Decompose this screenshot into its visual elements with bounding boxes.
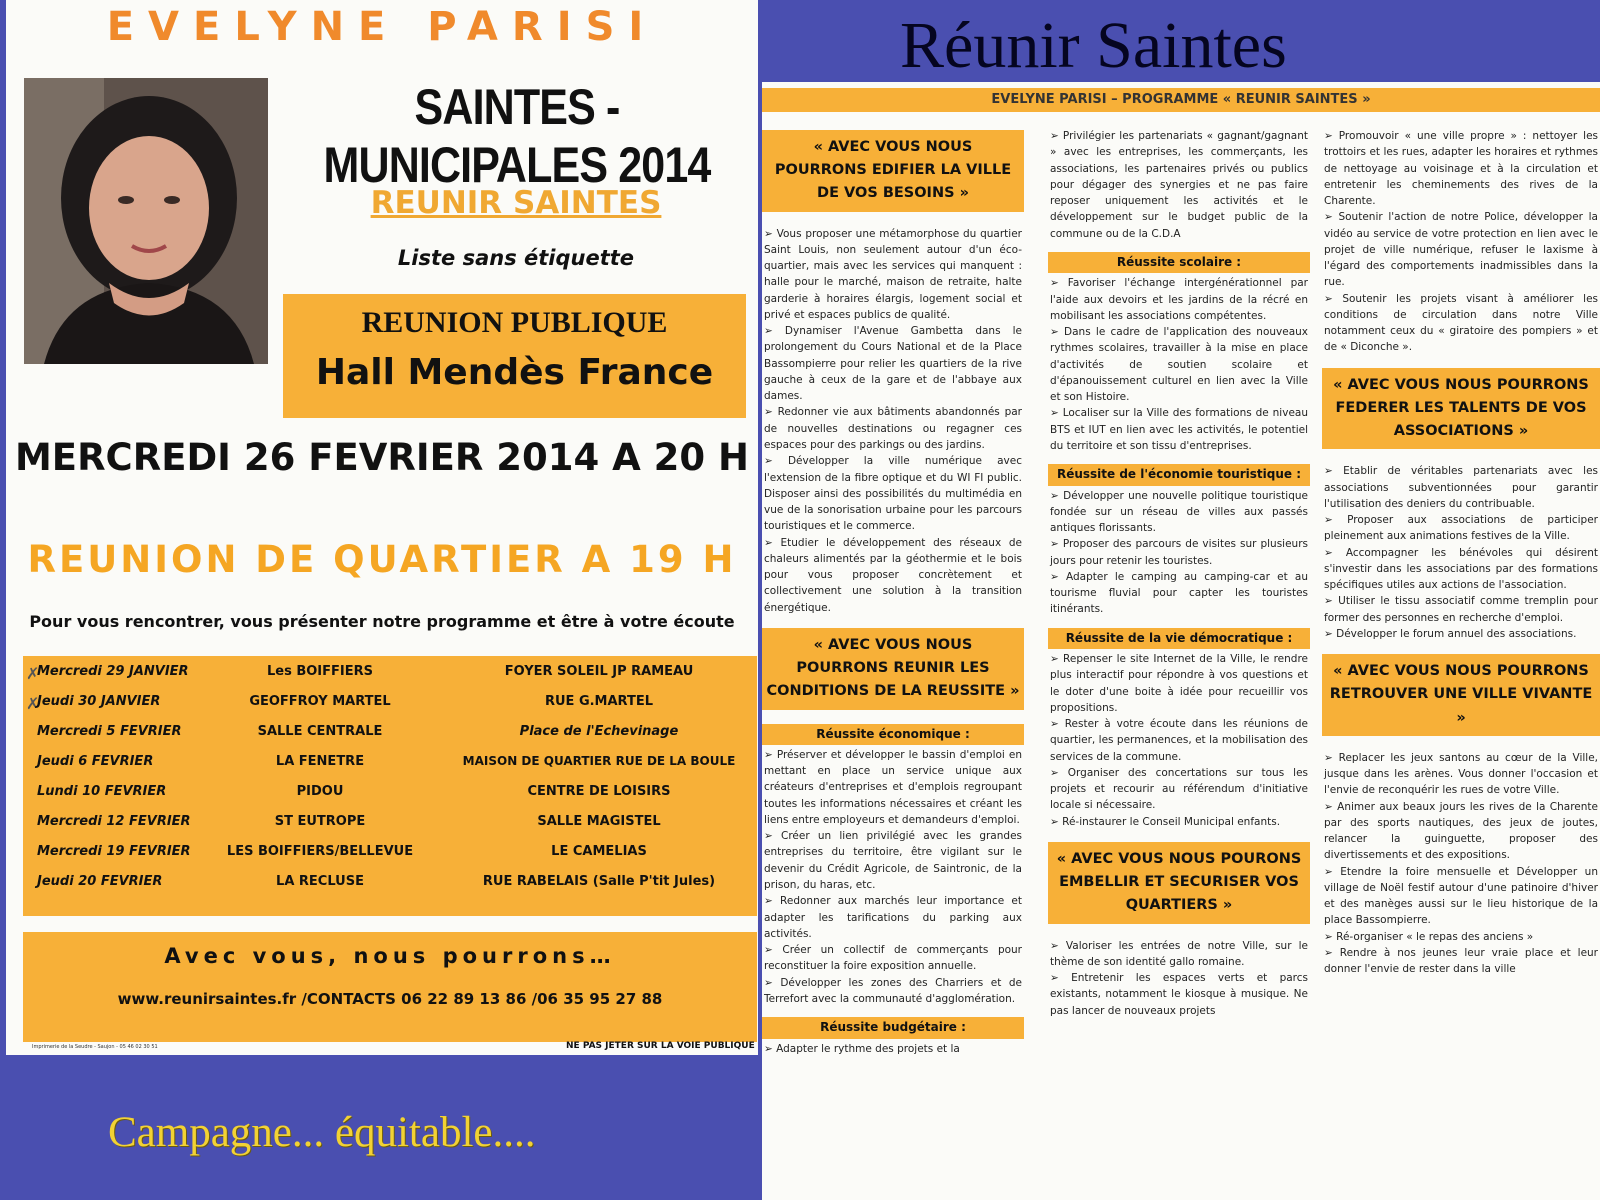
list-item: ➢ Vous proposer une métamorphose du quartier Saint Louis, non seulement autour d'un éco-quartier, mais avec les services qui manquent : halle pour le marché, maison de retraite, halte garderie à horaires élargis, logement social et privé et espaces publics de qualité.: [764, 226, 1022, 324]
list-item: ➢ Développer la ville numérique avec l'extension de la fibre optique et du WI FI public. Disposer ainsi des possibilités du multimédia en vue de la sonorisation urbaine pour les parcours touristiques et le commerce.: [764, 453, 1022, 534]
section-box: « AVEC VOUS NOUS POURRONS EDIFIER LA VILLE DE VOS BESOINS »: [762, 130, 1024, 212]
program-column-2: [1048, 118, 1310, 1019]
meeting-quarter-cell: LA FENETRE: [275, 754, 365, 769]
meeting-quarter-cell: GEOFFROY MARTEL: [249, 694, 391, 709]
list-item: ➢ Développer une nouvelle politique touristique fondée sur un réseau de villes aux passés antiques florissants.: [1050, 488, 1308, 537]
printer-credit: Imprimerie de la Seudre - Saujon - 05 46 02 30 51: [32, 1044, 158, 1050]
meeting-place-cell: CENTRE DE LOISIRS: [527, 784, 671, 799]
table-row: [23, 806, 757, 836]
list-item: ➢ Promouvoir « une ville propre » : nettoyer les trottoirs et les rues, adapter les horaires et rythmes de nettoyage au voisinage et à la circulation et entretenir les cheminements des rives de la Charente.: [1324, 128, 1598, 209]
section-box: « AVEC VOUS NOUS POURRONS FEDERER LES TALENTS DE VOS ASSOCIATIONS »: [1322, 368, 1600, 450]
list-item: ➢ Créer un collectif de commerçants pour reconstituer la foire exposition annuelle.: [764, 942, 1022, 975]
list-item: ➢ Organiser des concertations sur tous les projets et recourir au référendum d'initiative locale si nécessaire.: [1050, 765, 1308, 814]
cross-mark-icon: ✗: [26, 664, 40, 683]
meeting-place-cell: MAISON DE QUARTIER RUE DE LA BOULE: [462, 754, 736, 768]
meeting-place-cell: FOYER SOLEIL JP RAMEAU: [504, 664, 694, 679]
campaign-poster: [6, 0, 758, 1055]
table-row: [23, 686, 757, 716]
meeting-quarter-cell: ST EUTROPE: [274, 814, 366, 829]
meeting-place-cell: Place de l'Echevinage: [519, 724, 679, 739]
list-item: ➢ Dynamiser l'Avenue Gambetta dans le prolongement du Cours National et de la Place Bassompierre pour relier les quartiers de la rive gauche à ceux de la gare et de l'abbaye aux dames.: [764, 323, 1022, 404]
list-item: ➢ Etudier le développement des réseaux de chaleurs alimentés par la géothermie et le bois pour vous proposer concrètement et collectivement une solution à la transition énergétique.: [764, 535, 1022, 616]
meeting-place-cell: RUE RABELAIS (Salle P'tit Jules): [482, 874, 716, 889]
meeting-quarter-cell: LES BOIFFIERS/BELLEVUE: [226, 844, 414, 859]
section-box: « AVEC VOUS NOUS POURONS EMBELLIR ET SECURISER VOS QUARTIERS »: [1048, 842, 1310, 924]
page-title: Réunir Saintes: [900, 9, 1287, 82]
list-item: ➢ Dans le cadre de l'application des nouveaux rythmes scolaires, travailler à la mise en place d'activités de soutien scolaire et d'épanouissement culturel en lien avec la Ville et son Histoire.: [1050, 324, 1308, 405]
list-item: ➢ Préserver et développer le bassin d'emploi en mettant en place un service unique aux créateurs d'entreprises et d'emplois regroupant toutes les informations nécessaires et créant les liens entre employeurs et demandeurs d'emploi.: [764, 747, 1022, 828]
program-sheet: [762, 82, 1600, 1200]
list-item: ➢ Ré-instaurer le Conseil Municipal enfants.: [1050, 814, 1308, 830]
table-row: [23, 866, 757, 896]
list-item: ➢ Développer le forum annuel des associations.: [1324, 626, 1598, 642]
list-item: ➢ Etablir de véritables partenariats avec les associations subventionnées pour garantir l'utilisation des deniers du contribuable.: [1324, 463, 1598, 512]
meeting-date-cell: Mercredi 29 JANVIER: [37, 664, 189, 679]
list-item: ➢ Favoriser l'échange intergénérationnel par l'aide aux devoirs et les jardins de la récré en mobilisant les associations compétentes.: [1050, 275, 1308, 324]
list-item: ➢ Privilégier les partenariats « gagnant/gagnant » avec les entreprises, les commerçants, les associations, les partenaires privés ou publics pour dégager des synergies et ne pas faire reposer uniquement les activités et le développement sur le budget public de la commune ou de la C.D.A: [1050, 128, 1308, 242]
list-item: ➢ Rester à votre écoute dans les réunions de quartier, les permanences, et la mobilisation des services de la commune.: [1050, 716, 1308, 765]
program-header: EVELYNE PARISI – PROGRAMME « REUNIR SAINTES »: [762, 88, 1600, 112]
poster-intro: Pour vous rencontrer, vous présenter notre programme et être à votre écoute: [29, 612, 735, 631]
list-item: ➢ Adapter le rythme des projets et la: [764, 1041, 1022, 1057]
list-item: ➢ Proposer aux associations de participer pleinement aux animations festives de la Ville.: [1324, 512, 1598, 545]
list-item: ➢ Redonner aux marchés leur importance et adapter les tarifications du parking aux activités.: [764, 893, 1022, 942]
meeting-date: MERCREDI 26 FEVRIER 2014 A 20 H: [14, 436, 750, 479]
program-column-3: [1322, 118, 1600, 977]
list-item: ➢ Soutenir les projets visant à améliorer les conditions de circulation dans notre Ville notamment ceux du « giratoire des pompiers » et de « Diconche ».: [1324, 291, 1598, 356]
list-item: ➢ Etendre la foire mensuelle et Développer un village de Noël festif autour d'une patinoire d'hiver et des manèges aussi sur le lieu historique de la place Bassompierre.: [1324, 864, 1598, 929]
meeting-place: Hall Mendès France: [315, 352, 714, 393]
meeting-place-cell: SALLE MAGISTEL: [537, 814, 661, 829]
list-item: ➢ Créer un lien privilégié avec les grandes entreprises du territoire, être vigilant sur le devenir du Crédit Agricole, de Saintronic, de la prison, du haras, etc.: [764, 828, 1022, 893]
meeting-quarter-cell: SALLE CENTRALE: [257, 724, 383, 739]
meetings-table: [23, 656, 757, 916]
subsection-heading: Réussite budgétaire :: [762, 1017, 1024, 1038]
list-item: ➢ Valoriser les entrées de notre Ville, sur le thème de son identité gallo romaine.: [1050, 938, 1308, 971]
table-row: [23, 716, 757, 746]
meeting-place-cell: LE CAMELIAS: [551, 844, 647, 859]
section-box: « AVEC VOUS NOUS POURRONS REUNIR LES CONDITIONS DE LA REUSSITE »: [762, 628, 1024, 710]
section-box: « AVEC VOUS NOUS POURRONS RETROUVER UNE VILLE VIVANTE »: [1322, 654, 1600, 736]
subsection-heading: Réussite économique :: [762, 724, 1024, 745]
candidate-photo: [24, 78, 268, 364]
meeting-quarter-cell: LA RECLUSE: [276, 874, 364, 889]
list-item: ➢ Soutenir l'action de notre Police, développer la vidéo au service de votre protection en lien avec le projet de ville numérique, refuser le laxisme à l'égard des comportements inadmissibles dans la rue.: [1324, 209, 1598, 290]
list-item: ➢ Utiliser le tissu associatif comme tremplin pour former des personnes en recherche d'emploi.: [1324, 593, 1598, 626]
quartier-heading: REUNION DE QUARTIER A 19 H: [27, 538, 737, 581]
meeting-date-cell: Jeudi 30 JANVIER: [37, 694, 161, 709]
poster-footer: [23, 932, 757, 1042]
list-item: ➢ Rendre à nos jeunes leur vraie place et leur donner l'envie de rester dans la ville: [1324, 945, 1598, 978]
list-item: ➢ Localiser sur la Ville des formations de niveau BTS et IUT en lien avec les activités, le potentiel du territoire et son tissu d'entreprises.: [1050, 405, 1308, 454]
subsection-heading: Réussite de l'économie touristique :: [1048, 464, 1310, 485]
meeting-date-cell: Mercredi 5 FEVRIER: [37, 724, 182, 739]
meeting-date-cell: Mercredi 19 FEVRIER: [37, 844, 191, 859]
meeting-date-cell: Lundi 10 FEVRIER: [37, 784, 167, 799]
list-item: ➢ Proposer des parcours de visites sur plusieurs jours pour retenir les touristes.: [1050, 536, 1308, 569]
list-item: ➢ Ré-organiser « le repas des anciens »: [1324, 929, 1598, 945]
caption: Campagne... équitable....: [108, 1109, 536, 1156]
list-item: ➢ Adapter le camping au camping-car et au tourisme fluvial pour capter les touristes itinérants.: [1050, 569, 1308, 618]
list-item: ➢ Accompagner les bénévoles qui désirent s'investir dans les associations par des formations spécifiques utiles aux actions de l'association.: [1324, 545, 1598, 594]
cross-mark-icon: ✗: [26, 694, 40, 713]
meeting-label: REUNION PUBLIQUE: [361, 306, 668, 339]
litter-notice: NE PAS JETER SUR LA VOIE PUBLIQUE: [566, 1041, 755, 1051]
footer-contacts: www.reunirsaintes.fr /CONTACTS 06 22 89 13 86 /06 35 95 27 88: [117, 990, 663, 1008]
table-row: [23, 836, 757, 866]
table-row: [23, 746, 757, 776]
list-item: ➢ Animer aux beaux jours les rives de la Charente par des sports nautiques, des jeux de joutes, relancer la guinguette, proposer des divertissements et des expositions.: [1324, 799, 1598, 864]
program-column-1: [762, 118, 1024, 1057]
list-item: ➢ Entretenir les espaces verts et parcs existants, notamment le kiosque à musique. Ne pas lancer de nouveaux projets: [1050, 970, 1308, 1019]
list-item: ➢ Développer les zones des Charriers et de Terrefort avec la communauté d'agglomération.: [764, 975, 1022, 1008]
meeting-quarter-cell: PIDOU: [296, 784, 344, 799]
meeting-place-cell: RUE G.MARTEL: [544, 694, 654, 709]
list-item: ➢ Redonner vie aux bâtiments abandonnés par de nouvelles destinations ou regagner ces espaces pour des parkings ou des jardins.: [764, 404, 1022, 453]
list-item: ➢ Replacer les jeux santons au cœur de la Ville, jusque dans les arènes. Vous donner l'occasion et l'envie de reconquérir les rues de votre Ville.: [1324, 750, 1598, 799]
meeting-date-cell: Jeudi 6 FEVRIER: [37, 754, 154, 769]
list-item: ➢ Repenser le site Internet de la Ville, le rendre plus interactif pour répondre à vos questions et le doter d'une boite à idée pour recueillir vos propositions.: [1050, 651, 1308, 716]
poster-title: SAINTES - MUNICIPALES 2014: [323, 79, 711, 193]
meeting-date-cell: Mercredi 12 FEVRIER: [37, 814, 191, 829]
table-row: [23, 776, 757, 806]
poster-slogan: REUNIR SAINTES: [370, 185, 662, 221]
candidate-name: EVELYNE PARISI: [106, 4, 658, 50]
table-row: [23, 656, 757, 686]
subsection-heading: Réussite scolaire :: [1048, 252, 1310, 273]
public-meeting-box: [283, 294, 746, 418]
list-type: Liste sans étiquette: [397, 246, 635, 270]
meeting-date-cell: Jeudi 20 FEVRIER: [37, 874, 163, 889]
footer-slogan: Avec vous, nous pourrons…: [164, 944, 616, 968]
subsection-heading: Réussite de la vie démocratique :: [1048, 628, 1310, 649]
meeting-quarter-cell: Les BOIFFIERS: [266, 664, 373, 679]
